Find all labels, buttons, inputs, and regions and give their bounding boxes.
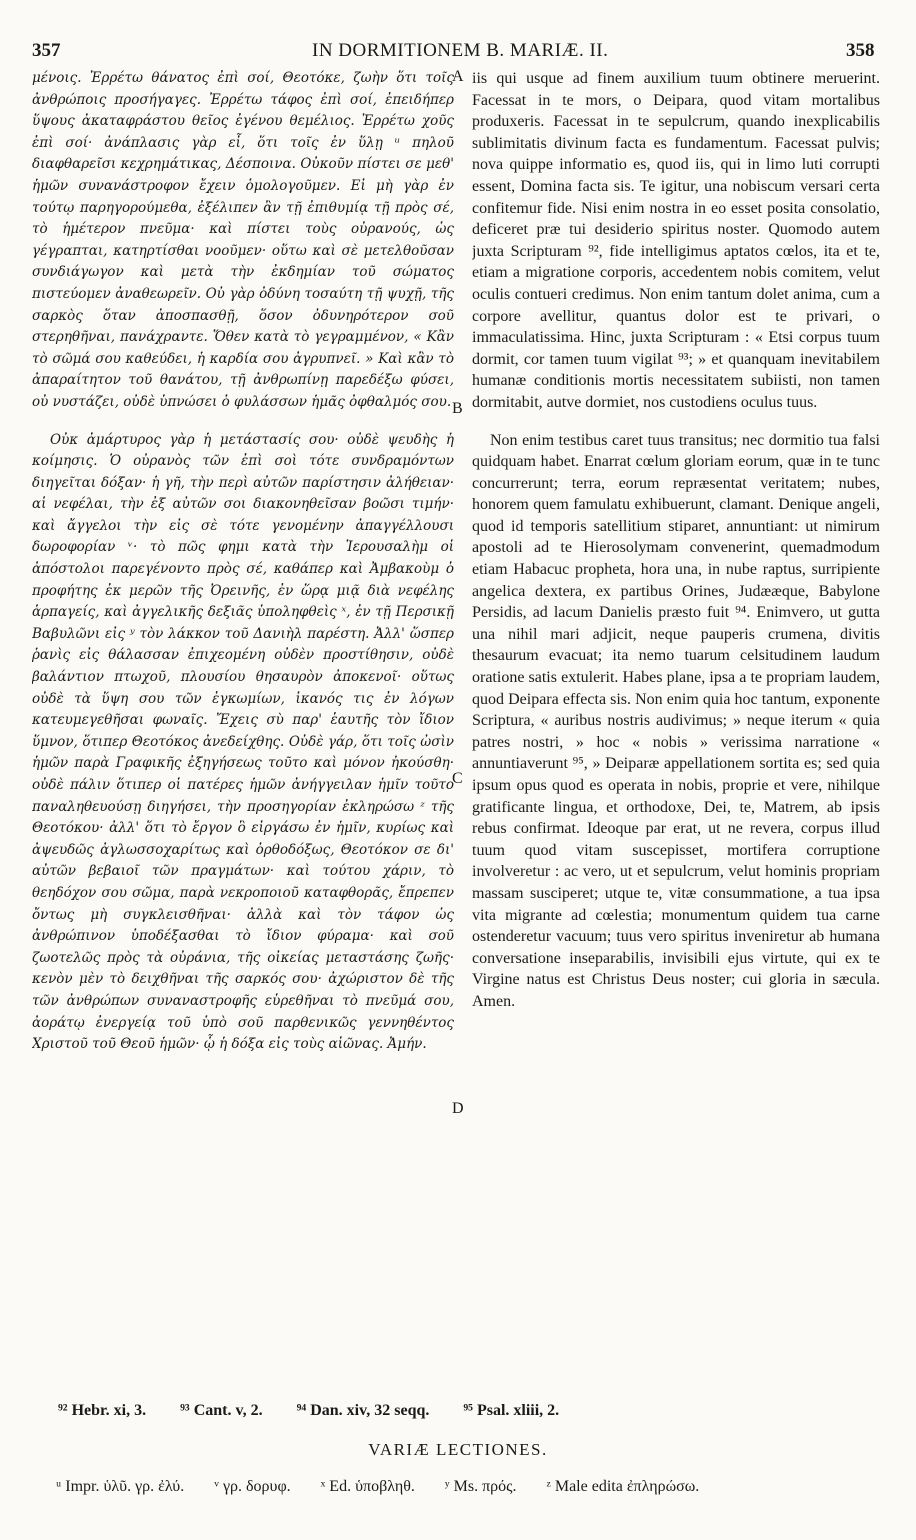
running-title: IN DORMITIONEM B. MARIÆ. II. bbox=[312, 40, 609, 61]
latin-paragraph-2: Non enim testibus caret tuus transitus; nec dormitio tua falsi quidquam habet. Enarrat cœlum gloriam eorum, quæ in te tunc concurrerunt; terra, eorum repræsentat veritatem; nubes, honorem quem famulatu exhibuerunt, clamant. Denique angeli, quod id temporis satellitium stiparet, annuntiant: ut nimirum apostoli ad te Hierosolymam convenerint, quemadmodum etiam Habacuc propheta, hora una, in nube raptus, surripiente angelica dextera, ex partibus Orines, Judææque, Babylone Persidis, ad lacum Danielis præsto fuit ⁹⁴. Enimvero, ut gutta una nihil mari adjicit, neque pauperis crumena, divitis thesaurum evacuat; ita nemo tuarum celsitudinem laudum oratione satis extulerit. Habes plane, ipsa a te propriam laudem, quod Deipara effecta sis. Non enim quia hoc tantum, exponente Scriptura, « auribus nostris audivimus; » neque iterum « quia patres nostri, » hoc « nobis » verissima narratione « annuntiaverunt ⁹⁵, » Deiparæ appellationem sortita es; sed quia ipsum opus quod es operata in nobis, proprie et vere, nihilque gratificante lingua, et orthodoxe, Dei, te, Matrem, ab ipsis rebus confirmat. Ideoque par erat, ut ne revera, corpus illud tuum quod vitam suscepisset, mortifera corruptione involveretur : ac vero, ut et sepulcrum, velut hominis propriam massam susciperet; utque te, vitæ consummatione, a tua ipsa vita migrante ad cœlestia; monumentum quidem tua carne ostenderetur vacuum; tuus vero spiritus inveniretur ab humana conversatione inseparabilis, invisibili ejus virtute, qui ex te Virgine natus est Christus Deus noster; cui gloria in sæcula. Amen. bbox=[472, 431, 880, 1010]
latin-column bbox=[472, 68, 880, 1013]
variant-u: ᵘ Impr. ὑλῦ. γρ. ἐλύ. bbox=[56, 1478, 185, 1495]
footnote-92: ⁹² Hebr. xi, 3. bbox=[58, 1402, 147, 1419]
latin-paragraph-1: iis qui usque ad finem auxilium tuum obtinere meruerint. Facessat in te mors, o Deipara, quod vitam mortalibus produxeris. Facessat in te sepulcrum, quando inexplicabilis sublimitatis divinum facta es fundamentum. Facessat pulvis; nova quippe informatio es, quod iis, qui in limo luti corrupti essent, Domina facta sis. Te igitur, una nobiscum versari certa confitemur fide. Nisi enim nostra in eo esset posita consolatio, deficeret præ tui desiderio spiritus noster. Quomodo autem juxta Scripturam ⁹², fide intelligimus aptatos cœlos, ita et te, etiam a migratione corporis, accedentem nobis comitem, velut oculis contueri credimus. Non enim tantum dolet anima, cum a corpore avellitur, quantus dolor est te privari, o immaculatissima. Hinc, juxta Scripturam : « Etsi corpus tuum dormit, cor tamen tuum vigilat ⁹³; » et quanquam inevitabilem humanæ conditionis mortis necessitatem subiisti, non tamen dormitabit, autve dormiet, nos custodiens oculus tuus. bbox=[472, 70, 880, 411]
margin-marker-c: C bbox=[452, 770, 463, 787]
page-number-right: 358 bbox=[846, 40, 875, 61]
margin-marker-a: A bbox=[452, 68, 464, 85]
greek-paragraph-1: μένοις. Ἐρρέτω θάνατος ἐπὶ σοί, Θεοτόκε, ζωὴν ὅτι τοῖς ἀνθρώποις προσήγαγες. Ἐρρέτω τάφος ἐπὶ σοί, ἐπειδήπερ ὕψους ἀκαταφράστου θεῖος ἐγένου θεμέλιος. Ἐρρέτω χοῦς ἐπὶ σοί· ἀνάπλασις γὰρ εἶ, ὅτι τοῖς ἐν ὕλῃ ᵘ πηλοῦ διαφθαρεῖσι κεχρημάτικας, Δέσποινα. Οὐκοῦν πίστει σε μεθ' ἡμῶν συνανάστροφον ἔχειν ὁμολογοῦμεν. Εἰ μὴ γὰρ ἐν τούτῳ παρηγορούμεθα, ἐξέλιπεν ἂν τῇ ἐπιθυμίᾳ τῇ πρὸς σέ, τὸ ἡμέτερον πνεῦμα· καὶ πίστει τοὺς οὐρανούς, ὡς γέγραπται, κατηρτίσθαι νοοῦμεν· οὕτω καὶ σὲ μετελθοῦσαν συνδιάγωγον καὶ μετὰ τὴν ἐκδημίαν τοῦ σώματος πιστεύομεν ἀναθεωρεῖν. Οὐ γὰρ ὀδύνη τοσαύτη τῇ ψυχῇ, τῆς σαρκὸς ὅταν ἀποσπασθῇ, ὅσον ὀδυνηρότερον σοῦ στερηθῆναι, πανάχραντε. Ὅθεν κατὰ τὸ γεγραμμένον, « Κἂν τὸ σῶμά σου καθεύδει, ἡ καρδία σου ἀγρυπνεῖ. » Καὶ κἂν τὸ ἀπαραίτητον τοῦ θανάτου, τῇ ἀνθρωπίνῃ παρεδέξω φύσει, οὐ νυστάζει, οὐδὲ ὑπνώσει ὁ φυλάσσων ἡμᾶς ὀφθαλμός σου. bbox=[32, 70, 454, 410]
footnotes bbox=[58, 1402, 878, 1420]
page-number-left: 357 bbox=[32, 40, 61, 61]
footnote-94: ⁹⁴ Dan. xiv, 32 seqq. bbox=[296, 1402, 430, 1419]
footnote-95: ⁹⁵ Psal. xliii, 2. bbox=[463, 1402, 560, 1419]
variant-v: ᵛ γρ. δορυφ. bbox=[214, 1478, 291, 1495]
variant-z: ᶻ Male edita ἐπληρώσω. bbox=[546, 1478, 700, 1495]
margin-marker-b: B bbox=[452, 400, 463, 417]
variant-y: ʸ Ms. πρός. bbox=[444, 1478, 517, 1495]
variant-x: ˣ Ed. ὑποβληθ. bbox=[320, 1478, 415, 1495]
footnote-93: ⁹³ Cant. v, 2. bbox=[180, 1402, 263, 1419]
greek-paragraph-2: Οὐκ ἀμάρτυρος γὰρ ἡ μετάστασίς σου· οὐδὲ ψευδὴς ἡ κοίμησις. Ὁ οὐρανὸς τῶν ἐπὶ σοὶ τότε συνδραμόντων διηγεῖται δόξαν· ἡ γῆ, τὴν περὶ αὐτῶν παρίστησιν ἀλήθειαν· αἱ νεφέλαι, τὴν ἐξ αὐτῶν σοι διακονηθεῖσαν βοῶσι τιμήν· καὶ ἄγγελοι τὴν εἰς σὲ τότε γενομένην ἀπαγγέλλουσι δωροφορίαν ᵛ· τὸ πῶς φημι κατὰ τὴν Ἱερουσαλὴμ οἱ ἀπόστολοι παρεγένοντο πρὸς σέ, καθάπερ καὶ Ἀμβακοὺμ ὁ προφήτης ἐκ μερῶν τῆς Ὀρεινῆς, ἐν ὥρᾳ μιᾷ διὰ νεφέλης ἁρπαγείς, καὶ ἀγγελικῆς δεξιᾶς ὑποληφθεὶς ˣ, ἐν τῇ Περσικῇ Βαβυλῶνι εἰς ʸ τὸν λάκκον τοῦ Δανιὴλ παρέστη. Ἀλλ' ὥσπερ ῥανὶς εἰς θάλασσαν ἐπιχεομένη οὐδὲν προστίθησιν, οὐδὲ βαλάντιον πτωχοῦ, πλουσίου θησαυρὸν ἀποκενοῖ· οὕτως οὐδὲ τὰ ὕψη σου τῶν ἐγκωμίων, ἱκανός τις ἐν λόγων κατευμεγεθῆσαι φωναῖς. Ἔχεις σὺ παρ' ἑαυτῆς τὸν ἴδιον ὕμνον, ὅτιπερ Θεοτόκος ἀνεδείχθης. Οὐδὲ γάρ, ὅτι τοῖς ὠσὶν ἡμῶν παρὰ Γραφικῆς ἐξηγήσεως τοῦτο καὶ μόνον ἠκούσθη· οὐδὲ πάλιν ὅτιπερ οἱ πατέρες ἡμῶν ἀνήγγειλαν ἡμῖν τοῦτο παναληθευούσῃ διηγήσει, τὴν προσηγορίαν ἐκληρώσω ᶻ τῆς Θεοτόκου· ἀλλ' ὅτι τὸ ἔργον ὃ εἰργάσω ἐν ἡμῖν, κυρίως καὶ ἀψευδῶς ἀγλωσσοχαρίτως καὶ ὀρθοδόξως, Θεοτόκον σε δι' αὐτῶν βεβαιοῖ τῶν πραγμάτων· καὶ τούτου χάριν, τὸ θεηδόχον σου σῶμα, παρὰ νεκροποιοῦ καταφθορᾶς, ἔπρεπεν ὄντως μὴ συγκλεισθῆναι· ἀλλὰ καὶ τὸν τάφον ὡς ἀνθρώπινον ὑποδέξασθαι τὸ ἴδιον φύραμα· καὶ σοῦ ζωοτελῶς πρὸς τὰ οὐράνια, τῆς οἰκείας μεταστάσης ζωῆς· κενὸν μὲν τὸ δειχθῆναι τῆς σαρκός σου· ἀχώριστον δὲ τῆς τῶν ἀνθρώπων συναναστροφῆς εὑρεθῆναι τὸ πνεῦμά σου, ἀοράτῳ ἐνεργείᾳ τοῦ ὑπὸ σοῦ παρθενικῶς γεννηθέντος Χριστοῦ τοῦ Θεοῦ ἡμῶν· ᾧ ἡ δόξα εἰς τοὺς αἰῶνας. Ἀμήν. bbox=[32, 431, 454, 1053]
greek-column bbox=[32, 68, 454, 1056]
variae-lectiones-heading: VARIÆ LECTIONES. bbox=[368, 1440, 548, 1459]
page-header bbox=[0, 40, 916, 70]
margin-marker-d: D bbox=[452, 1100, 464, 1117]
variae-lectiones-list bbox=[56, 1478, 896, 1496]
